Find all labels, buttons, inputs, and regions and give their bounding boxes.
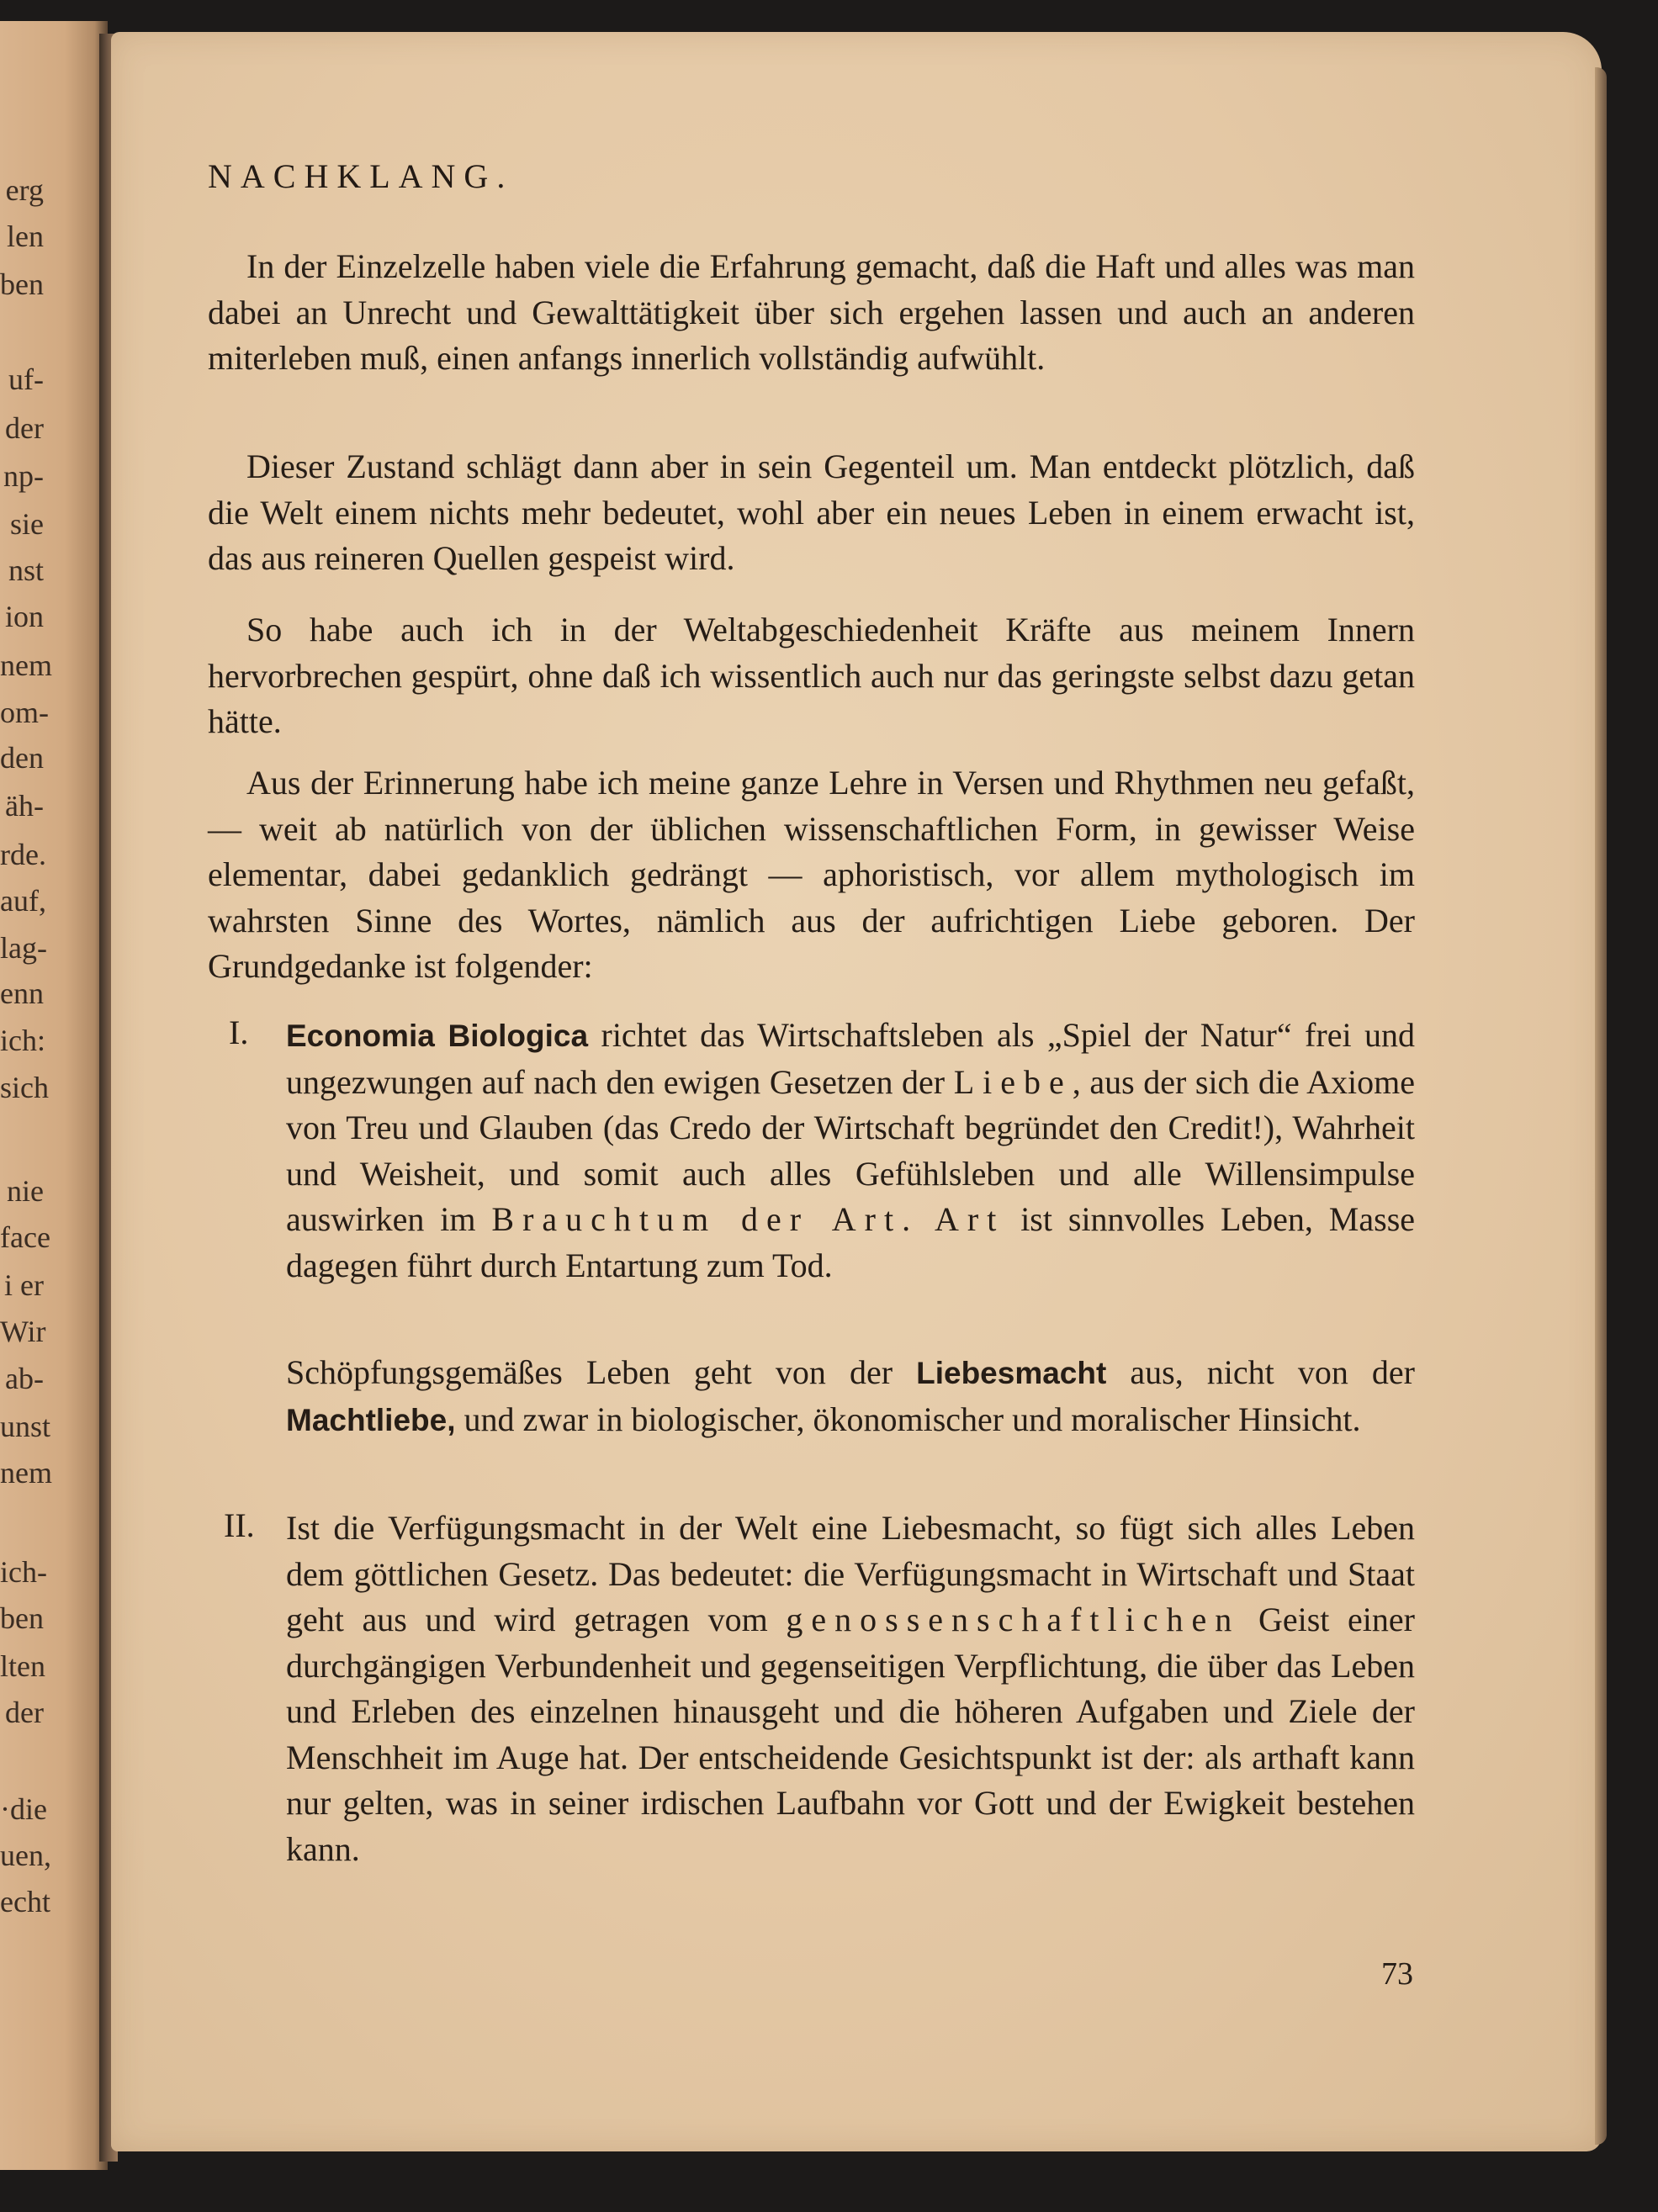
left-page-fragment: rde. xyxy=(0,838,46,871)
item1-sub-text-2: aus, nicht von der xyxy=(1106,1353,1415,1391)
term-liebesmacht: Liebesmacht xyxy=(916,1356,1107,1390)
left-page-fragment: sich xyxy=(0,1071,49,1104)
left-page-fragment: nst xyxy=(8,553,44,587)
left-page-fragment: nem xyxy=(0,648,52,682)
left-page-fragment: den xyxy=(0,741,44,775)
paragraph-4: Aus der Erinnerung habe ich meine ganze Lehre in Versen und Rhythmen neu gefaßt, — weit ab natürlich von der üblichen wissenschaftlichen Form, in gewisser Weise elementar, dabei gedanklich gedrängt — aphoristisch, vor allem mythologisch im wahrsten Sinne des Wortes, nämlich aus der aufrichtigen Liebe geboren. Der Grundgedanke ist folgender: xyxy=(208,764,1415,985)
left-page-fragment: ben xyxy=(0,267,44,301)
left-page-fragment: np- xyxy=(3,459,44,493)
left-page-fragment: auf, xyxy=(0,884,46,918)
left-page-fragment: lten xyxy=(0,1649,45,1683)
left-page-fragment: nie xyxy=(7,1174,44,1208)
paragraph-2: Dieser Zustand schlägt dann aber in sein Gegenteil um. Man entdeckt plötzlich, daß die Welt einem nichts mehr bedeutet, wohl aber ein neues Leben in einem erwacht ist, das aus reineren Quellen gespeist wird. xyxy=(208,447,1415,577)
left-page-fragment: ben xyxy=(0,1601,44,1635)
left-page-fragment: ich: xyxy=(0,1024,45,1057)
left-page-fragment: enn xyxy=(0,976,44,1010)
left-page-fragment: echt xyxy=(0,1885,50,1918)
left-page-fragment: ich- xyxy=(0,1555,47,1589)
left-page-fragment: ion xyxy=(4,600,44,633)
item1-text-4: ist sinnvolles Leben, Masse dagegen führt durch Entartung zum Tod. xyxy=(286,1200,1416,1284)
term-machtliebe: Machtliebe, xyxy=(286,1402,456,1437)
left-page-fragment: erg xyxy=(5,173,44,207)
left-facing-page xyxy=(0,21,108,2170)
left-page-fragment: Wir xyxy=(0,1315,46,1348)
list-numeral-1: I. xyxy=(229,1013,249,1051)
item1-text-3 xyxy=(919,1200,935,1238)
item2-text-2: Geist einer durchgängigen Verbundenheit und gegenseitigen Verpflichtung, die über das Leben und Erleben des einzelnen hinausgeht und die höheren Aufgaben und Ziele der Menschheit im Auge hat. Der entscheidende Gesichtspunkt ist der: als arthaft kann nur gelten, was in seiner irdischen Laufbahn vor Gott und der Ewigkeit bestehen kann. xyxy=(286,1601,1415,1868)
item1-spaced-brauchtum: Brauchtum der Art. xyxy=(491,1200,919,1238)
left-page-fragment: i er xyxy=(4,1268,44,1302)
left-page-fragment: unst xyxy=(0,1410,51,1443)
left-page-fragment: der xyxy=(5,1696,44,1729)
list-numeral-2: II. xyxy=(224,1506,255,1544)
item1-spaced-art: Art xyxy=(934,1200,1005,1238)
left-page-fragment: der xyxy=(5,411,44,445)
page-edge xyxy=(1595,67,1607,2145)
left-page-fragment: sie xyxy=(10,507,44,541)
left-page-fragment: uf- xyxy=(8,362,44,396)
list-item-1-paragraph-2 xyxy=(286,1350,1415,1443)
left-page-fragment: uen, xyxy=(0,1839,51,1872)
item1-sub-text-1: Schöpfungsgemäßes Leben geht von der xyxy=(286,1353,917,1391)
left-page-fragment: ab- xyxy=(5,1362,44,1395)
paragraph-3: So habe auch ich in der Weltabgeschiedenheit Kräfte aus meinem Innern hervorbrechen gespürt, ohne daß ich wissentlich auch nur das geringste selbst dazu getan hätte. xyxy=(208,611,1415,740)
item1-text-1: richtet das Wirtschaftsleben als „Spiel der Natur“ frei und ungezwungen auf nach den ewigen Gesetzen der xyxy=(286,1016,1415,1101)
left-page-fragment: nem xyxy=(0,1456,52,1490)
page-number: 73 xyxy=(1381,1956,1413,1992)
list-item-2 xyxy=(286,1506,1415,1872)
chapter-heading: NACHKLANG. xyxy=(208,157,514,195)
left-page-fragment: ·die xyxy=(0,1792,47,1826)
left-page-fragment: äh- xyxy=(5,789,44,823)
item2-text-1: Ist die Verfügungsmacht in der Welt eine Liebesmacht, so fügt sich alles Leben dem göttlichen Gesetz. Das bedeutet: die Verfügungsmacht in Wirtschaft und Staat geht aus und wird getragen vom xyxy=(286,1509,1415,1638)
item1-text-2: , aus der sich die Axiome von Treu und Glauben (das Credo der Wirtschaft begründet den Credit!), Wahrheit und Weisheit, und somit auch alles Gefühlsleben und alle Willensimpulse auswirken im xyxy=(286,1062,1415,1238)
term-economia-biologica: Economia Biologica xyxy=(286,1019,589,1053)
left-page-fragment: lag- xyxy=(0,931,47,965)
left-page-fragment: len xyxy=(7,220,44,253)
item1-sub-text-3: und zwar in biologischer, ökonomischer und moralischer Hinsicht. xyxy=(455,1400,1361,1438)
item1-spaced-liebe: Liebe xyxy=(953,1062,1073,1101)
list-item-1 xyxy=(286,1013,1415,1289)
left-page-fragment: om- xyxy=(0,696,49,729)
item2-spaced-genossenschaftlichen: genossenschaftlichen xyxy=(786,1601,1241,1638)
paragraph-1: In der Einzelzelle haben viele die Erfahrung gemacht, daß die Haft und alles was man dabei an Unrecht und Gewalttätigkeit über sich ergehen lassen und auch an anderen miterleben muß, einen anfangs innerlich vollständig aufwühlt. xyxy=(208,247,1415,377)
left-page-fragment: face xyxy=(0,1220,50,1254)
